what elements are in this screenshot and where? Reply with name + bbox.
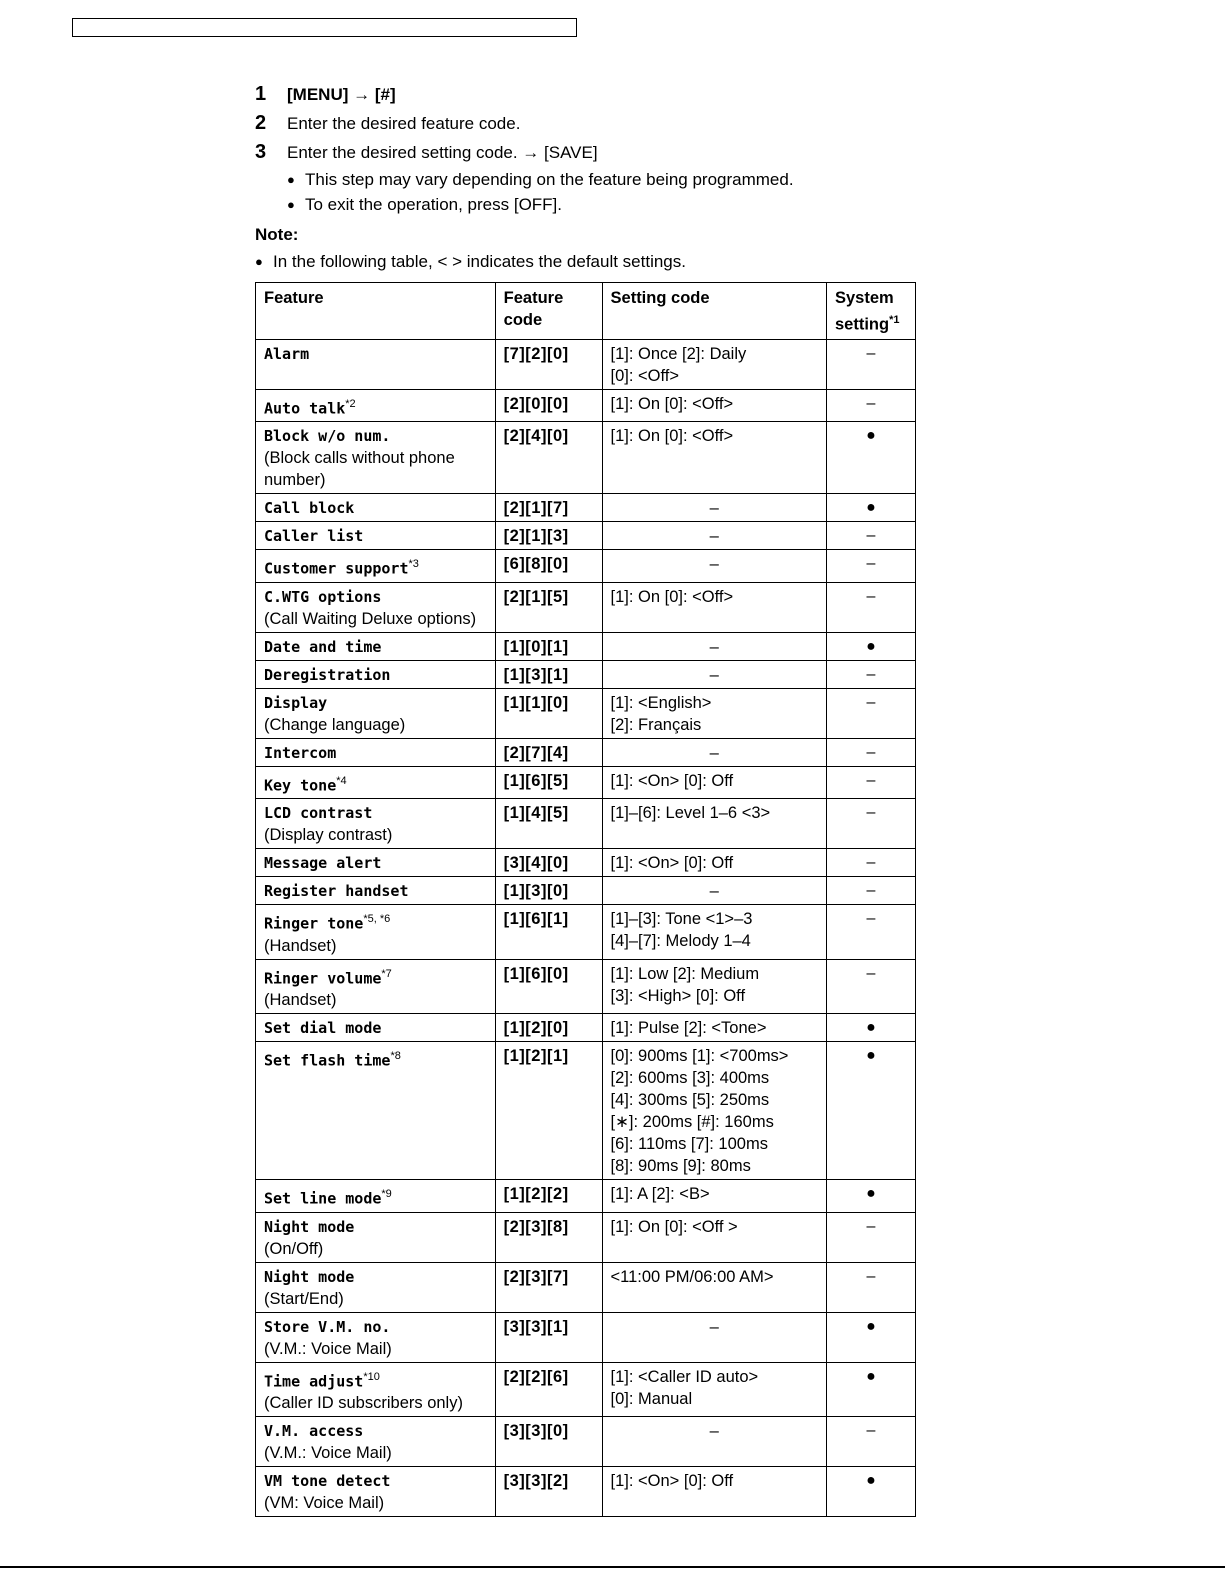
system-setting-cell: – [827,877,916,905]
setting-code-cell [602,582,826,632]
system-setting-cell: – [827,766,916,799]
table-row [256,494,916,522]
feature-cell [256,339,496,389]
table-row [256,660,916,688]
feature-cell [256,766,496,799]
feature-code: [1][2][2] [495,1180,602,1213]
setting-code-line: – [709,665,719,684]
feature-cell [256,632,496,660]
footnote-ref: *5, *6 [363,913,391,925]
feature-code: [3][3][0] [495,1417,602,1467]
feature-name: Display [264,693,328,712]
system-setting-cell: – [827,959,916,1014]
step-3 [255,138,955,167]
setting-code-line: [6]: 110ms [7]: 100ms [610,1135,768,1153]
footnote-ref: *1 [889,314,900,326]
feature-code: [1][2][1] [495,1042,602,1180]
feature-code: [2][1][3] [495,522,602,550]
system-setting-cell: – [827,389,916,422]
feature-name: Set dial mode [264,1019,382,1037]
table-row [256,1362,916,1417]
system-setting-cell: ● [827,1467,916,1517]
setting-code-line: – [709,499,719,517]
step-1 [255,80,955,109]
setting-code-line: – [709,882,719,900]
feature-name: Ringer volume [264,969,382,987]
setting-code-line: [∗]: 200ms [#]: 160ms [610,1113,774,1131]
setting-code-cell [602,422,826,494]
setting-code-line: [3]: <High> [0]: Off [610,986,746,1005]
feature-description: (Handset) [264,991,337,1009]
feature-name: Message alert [264,854,382,872]
feature-code: [6][8][0] [495,550,602,583]
footnote-ref: *10 [363,1370,380,1383]
step-number: 1 [255,83,267,105]
feature-description: (Block calls without phone number) [264,449,455,489]
setting-code-cell [602,849,826,877]
table-row [256,766,916,799]
table-row [256,1042,916,1180]
feature-name: Ringer tone [264,914,364,933]
setting-code-line: [1]: <English> [610,693,712,712]
feature-description: (Start/End) [264,1289,344,1308]
step-3-bullet: ● To exit the operation, press [OFF]. [255,192,955,217]
setting-code-line: – [709,637,719,656]
feature-cell [256,959,496,1014]
setting-code-line: [1]: On [0]: <Off > [610,1217,738,1236]
setting-code-cell [602,766,826,799]
step-3-bullet: ● This step may vary depending on the feature being programmed. [255,167,955,192]
feature-name: Night mode [264,1267,355,1286]
setting-code-line: – [709,555,719,573]
step-2 [255,109,955,138]
feature-code: [7][2][0] [495,339,602,389]
feature-name: Store V.M. no. [264,1317,391,1336]
setting-code-cell [602,688,826,738]
feature-name: Block w/o num. [264,427,391,445]
setting-code-line: – [709,1317,719,1336]
setting-code-cell [602,799,826,849]
setting-code-cell [602,1417,826,1467]
setting-code-cell [602,522,826,550]
setting-code-line: [1]: <On> [0]: Off [610,771,734,790]
feature-code: [1][2][0] [495,1014,602,1042]
feature-name: Date and time [264,637,382,656]
setting-code-line: [0]: <Off> [610,366,680,385]
setting-code-cell [602,877,826,905]
setting-code-line: [2]: Français [610,715,702,734]
header-feature: Feature [256,283,496,340]
feature-description: (Handset) [264,936,337,955]
feature-name: Set line mode [264,1189,382,1208]
system-setting-cell: ● [827,422,916,494]
setting-code-line: [1]: <On> [0]: Off [610,854,734,872]
feature-code: [1][0][1] [495,632,602,660]
setting-code-line: – [709,527,719,545]
table-row [256,738,916,766]
instructions [255,80,955,275]
feature-code: [2][2][6] [495,1362,602,1417]
system-setting-cell: – [827,1417,916,1467]
setting-code-line: [1]: Once [2]: Daily [610,344,747,363]
feature-code: [2][3][8] [495,1212,602,1262]
feature-cell [256,389,496,422]
feature-cell [256,738,496,766]
system-setting-cell: – [827,1262,916,1312]
table-row [256,688,916,738]
feature-code: [2][1][5] [495,582,602,632]
feature-name: V.M. access [264,1422,364,1440]
footer-rule [0,1566,1225,1568]
feature-code: [2][3][7] [495,1262,602,1312]
system-setting-cell: ● [827,1014,916,1042]
table-row [256,389,916,422]
footnote-ref: *4 [336,774,347,787]
table-row [256,1312,916,1362]
header-box [72,18,577,37]
feature-description: (V.M.: Voice Mail) [264,1444,392,1462]
setting-code-line: [1]: On [0]: <Off> [610,427,734,445]
feature-description: (V.M.: Voice Mail) [264,1339,392,1358]
feature-code: [1][4][5] [495,799,602,849]
feature-cell [256,1362,496,1417]
feature-name: C.WTG options [264,587,382,606]
system-setting-cell: – [827,738,916,766]
feature-cell [256,1180,496,1213]
setting-code-line: – [709,743,719,762]
feature-name: Intercom [264,743,337,762]
feature-cell [256,849,496,877]
setting-code-line: [1]: On [0]: <Off> [610,394,734,413]
setting-code-cell [602,1312,826,1362]
setting-code-cell [602,339,826,389]
feature-name: VM tone detect [264,1472,391,1490]
note-text: ● In the following table, < > indicates the default settings. [255,248,955,275]
feature-cell [256,494,496,522]
setting-code-line: [1]: Low [2]: Medium [610,964,760,983]
feature-cell [256,422,496,494]
setting-code-line: [1]: A [2]: <B> [610,1185,710,1203]
feature-name: LCD contrast [264,804,373,822]
setting-code-line: [1]–[6]: Level 1–6 <3> [610,804,771,822]
feature-code: [1][6][1] [495,905,602,960]
setting-code-line: [1]: On [0]: <Off> [610,587,734,606]
feature-cell [256,1312,496,1362]
feature-code: [1][6][0] [495,959,602,1014]
system-setting-cell: – [827,550,916,583]
feature-cell [256,799,496,849]
system-setting-cell: – [827,905,916,960]
feature-name: Call block [264,499,355,517]
table-body [256,339,916,1517]
table-row [256,339,916,389]
step-text: Enter the desired setting code. → [SAVE] [287,143,598,162]
setting-code-cell [602,905,826,960]
footnote-ref: *7 [381,967,392,980]
feature-cell [256,1262,496,1312]
feature-cell [256,877,496,905]
table-row [256,959,916,1014]
setting-code-cell [602,632,826,660]
setting-code-cell [602,738,826,766]
footnote-ref: *9 [381,1188,392,1200]
setting-code-line: [1]: Pulse [2]: <Tone> [610,1019,767,1037]
setting-code-line: [4]: 300ms [5]: 250ms [610,1091,770,1109]
note-title: Note: [255,225,299,244]
system-setting-cell: ● [827,1042,916,1180]
feature-cell [256,550,496,583]
feature-code: [1][6][5] [495,766,602,799]
system-setting-cell: – [827,1212,916,1262]
feature-cell [256,1212,496,1262]
setting-code-line: <11:00 PM/06:00 AM> [610,1267,774,1286]
feature-cell [256,522,496,550]
feature-name: Alarm [264,344,310,363]
system-setting-cell: – [827,582,916,632]
feature-cell [256,660,496,688]
step-text: [MENU] → [#] [287,85,396,104]
feature-code: [3][4][0] [495,849,602,877]
setting-code-line: [1]–[3]: Tone <1>–3 [610,910,753,928]
system-setting-cell: – [827,660,916,688]
feature-name: Auto talk [264,399,346,417]
table-row [256,1467,916,1517]
setting-code-line: [1]: <Caller ID auto> [610,1367,759,1386]
table-row [256,1212,916,1262]
system-setting-cell: – [827,339,916,389]
header-feature-code: Feature code [495,283,602,340]
system-setting-cell: ● [827,1312,916,1362]
feature-cell [256,688,496,738]
system-setting-cell: – [827,799,916,849]
table-row [256,422,916,494]
feature-code: [3][3][2] [495,1467,602,1517]
feature-cell [256,1467,496,1517]
feature-cell [256,905,496,960]
table-row [256,905,916,960]
header-setting-code: Setting code [602,283,826,340]
feature-description: (On/Off) [264,1239,324,1258]
setting-code-cell [602,1262,826,1312]
table-row [256,1417,916,1467]
setting-code-line: [4]–[7]: Melody 1–4 [610,932,751,950]
system-setting-cell: ● [827,1362,916,1417]
setting-code-line: – [709,1422,719,1440]
setting-code-cell [602,959,826,1014]
setting-code-line: [0]: Manual [610,1389,693,1408]
feature-name: Caller list [264,527,364,545]
setting-code-cell [602,1014,826,1042]
footnote-ref: *2 [345,397,356,410]
table-row [256,1014,916,1042]
feature-description: (VM: Voice Mail) [264,1494,385,1512]
feature-cell [256,1042,496,1180]
setting-code-cell [602,1042,826,1180]
setting-code-cell [602,660,826,688]
setting-code-cell [602,1362,826,1417]
feature-name: Key tone [264,776,337,794]
feature-code: [2][7][4] [495,738,602,766]
feature-code: [2][1][7] [495,494,602,522]
feature-name: Customer support [264,559,409,578]
feature-description: (Caller ID subscribers only) [264,1394,463,1412]
step-text: Enter the desired feature code. [287,114,521,133]
setting-code-line: [1]: <On> [0]: Off [610,1472,734,1490]
setting-code-cell [602,1180,826,1213]
system-setting-cell: – [827,688,916,738]
system-setting-cell: ● [827,632,916,660]
setting-code-cell [602,389,826,422]
feature-code: [1][3][1] [495,660,602,688]
header-system-setting [827,283,916,340]
header-system-setting-label: System setting [835,289,894,334]
feature-code: [2][4][0] [495,422,602,494]
system-setting-cell: – [827,849,916,877]
footnote-ref: *8 [390,1050,401,1062]
footnote-ref: *3 [408,558,419,570]
system-setting-cell: ● [827,1180,916,1213]
feature-name: Night mode [264,1217,355,1236]
table-row [256,550,916,583]
feature-description: (Call Waiting Deluxe options) [264,609,477,628]
setting-code-cell [602,1212,826,1262]
setting-code-line: [2]: 600ms [3]: 400ms [610,1069,770,1087]
feature-cell [256,1014,496,1042]
system-setting-cell: – [827,522,916,550]
feature-name: Deregistration [264,665,391,684]
setting-code-line: [8]: 90ms [9]: 80ms [610,1157,751,1175]
feature-description: (Display contrast) [264,826,393,844]
table-row [256,1180,916,1213]
setting-code-cell [602,550,826,583]
table-row [256,1262,916,1312]
feature-code: [3][3][1] [495,1312,602,1362]
table-row [256,522,916,550]
feature-name: Register handset [264,882,409,900]
system-setting-cell: ● [827,494,916,522]
feature-cell [256,582,496,632]
setting-code-cell [602,494,826,522]
feature-name: Set flash time [264,1051,391,1070]
table-header-row [256,283,916,340]
feature-code: [1][3][0] [495,877,602,905]
table-row [256,877,916,905]
setting-code-line: [0]: 900ms [1]: <700ms> [610,1047,789,1065]
feature-code: [1][1][0] [495,688,602,738]
table-row [256,799,916,849]
table-row [256,849,916,877]
table-row [256,582,916,632]
feature-name: Time adjust [264,1372,364,1390]
feature-description: (Change language) [264,715,406,734]
feature-cell [256,1417,496,1467]
setting-code-cell [602,1467,826,1517]
step-number: 2 [255,112,267,134]
feature-table [255,282,916,1517]
step-number: 3 [255,141,267,163]
table-row [256,632,916,660]
feature-code: [2][0][0] [495,389,602,422]
